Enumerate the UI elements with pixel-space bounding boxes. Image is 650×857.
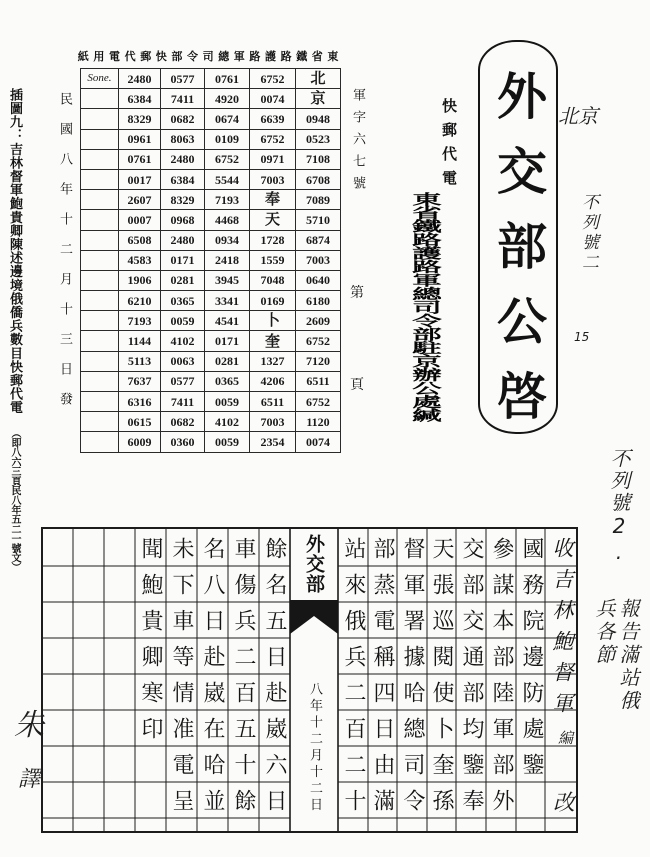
code-cell: 3341 [205,291,250,311]
code-cell: 京 [296,89,341,109]
code-cell: 4583 [119,250,161,270]
code-cell: 2418 [205,250,250,270]
draft-annotation: 編 [558,729,574,747]
code-cell: 7108 [296,149,341,169]
sent-date: 民國八年十二月十三日發 [57,92,72,422]
code-cell: 7411 [161,89,205,109]
code-cell: 6508 [119,230,161,250]
code-cell: 6511 [250,392,296,412]
telegram-form-header: 東省鐵路護路軍總司令部快郵代電用紙 [77,50,343,63]
code-cell: 6752 [205,149,250,169]
code-cell: 5113 [119,351,161,371]
code-cell: 0674 [205,109,250,129]
code-cell: 0640 [296,270,341,290]
code-cell: 0063 [161,351,205,371]
draft-column: 站來俄兵二百二十 [341,537,366,825]
code-cell: 0577 [161,69,205,89]
handwritten-number: 15 [574,330,590,344]
code-cell: 1906 [119,270,161,290]
code-cell: 0365 [161,291,205,311]
code-cell: 5710 [296,210,341,230]
handwritten-city: 北京 [558,104,598,128]
code-cell: 6180 [296,291,341,311]
code-cell: 6384 [161,169,205,189]
code-cell: 0615 [119,412,161,432]
code-cell: 0761 [205,69,250,89]
serial-number: 軍字六七號 [350,88,365,198]
code-cell: 6384 [119,89,161,109]
code-cell: 6511 [296,371,341,391]
draft-column: 未下車等情准電呈 [169,537,194,825]
code-cell: 0523 [296,129,341,149]
code-cell: 6639 [250,109,296,129]
code-cell: 卜 [250,311,296,331]
code-cell: 0682 [161,109,205,129]
code-cell: 0968 [161,210,205,230]
service-type: 快郵代電 [440,98,458,194]
code-cell: 7003 [250,169,296,189]
code-cell: 天 [250,210,296,230]
code-cell: 8329 [161,190,205,210]
page-suffix: 頁 [350,377,364,393]
file-mark: 不列號2. [607,448,631,566]
sender-stamp: 東省鐵路護路軍總司令部駐京辦公處緘 [408,192,442,422]
code-cell: 0059 [161,311,205,331]
code-cell: 0948 [296,109,341,129]
draft-column: 國務院邊防處鑒 [519,537,544,789]
draft-column: 聞鮑貴卿寒印 [138,537,163,753]
draft-annotation: 改 [553,791,576,816]
code-cell: 8063 [161,129,205,149]
code-cell: 0577 [161,371,205,391]
code-cell: 0007 [119,210,161,230]
draft-column: 參謀本部陸軍部外 [489,537,514,825]
figure-caption: 插圖九：吉林督軍鮑貴卿陳述邊境俄僑兵數目快郵代電 [7,88,22,415]
code-cell: 4920 [205,89,250,109]
code-cell: 4541 [205,311,250,331]
draft-column: 部蒸電稱四日由滿 [370,537,395,825]
code-cell: 1120 [296,412,341,432]
code-cell: 7637 [119,371,161,391]
code-cell: 0017 [119,169,161,189]
code-cell: 奎 [250,331,296,351]
code-cell: 2480 [161,149,205,169]
code-cell: 0365 [205,371,250,391]
code-cell: 0281 [205,351,250,371]
code-cell: 4102 [161,331,205,351]
code-cell: 2609 [296,311,341,331]
signature-mark: 譯 [18,767,41,792]
code-cell: 2607 [119,190,161,210]
code-cell: 7193 [119,311,161,331]
handwritten-file-mark: 不列號二 [578,193,598,273]
code-cell: 2354 [250,432,296,452]
code-cell: 6708 [296,169,341,189]
code-cell: 6752 [250,129,296,149]
code-cell: 0961 [119,129,161,149]
code-cell: 0971 [250,149,296,169]
code-cell: 4468 [205,210,250,230]
code-cell: 1327 [250,351,296,371]
code-cell: 0059 [205,432,250,452]
draft-column: 餘名五日赴崴六日 [262,537,287,825]
draft-column: 督軍署據哈總司令 [400,537,425,825]
code-cell: 6210 [119,291,161,311]
draft-office-label: 外交部 [303,534,325,594]
code-cell: 7193 [205,190,250,210]
code-cell: 6752 [296,331,341,351]
draft-column: 車傷兵二百五十餘 [231,537,256,825]
page-prefix: 第 [350,285,364,301]
code-cell: 6316 [119,392,161,412]
code-cell: 7003 [296,250,341,270]
draft-column: 收吉林鮑督軍 [550,537,574,723]
code-cell: 6874 [296,230,341,250]
code-cell: 1559 [250,250,296,270]
code-cell: 0169 [250,291,296,311]
draft-date: 八年十二月十二日 [307,682,322,814]
code-cell: 0074 [250,89,296,109]
code-cell: 0171 [205,331,250,351]
code-cell: 2480 [161,230,205,250]
code-cell: 1728 [250,230,296,250]
signature-surname: 朱 [14,708,44,743]
code-cell: 0074 [296,432,341,452]
code-cell: 3945 [205,270,250,290]
draft-column: 天張巡閱使卜奎孫 [429,537,454,825]
draft-column: 交部交通部均鑒奉 [459,537,484,825]
code-cell: Sone. [81,69,119,89]
envelope-addressee: 外交部公啓 [489,70,548,445]
source-note: （即八六三頁民八年五二一號文） [9,428,20,573]
code-cell: 0934 [205,230,250,250]
code-cell: 0761 [119,149,161,169]
code-cell: 7089 [296,190,341,210]
code-cell: 0171 [161,250,205,270]
fishtail-mark [290,600,338,634]
code-cell: 0059 [205,392,250,412]
code-cell: 7411 [161,392,205,412]
code-cell: 奉 [250,190,296,210]
code-cell: 6009 [119,432,161,452]
draft-margin-note: 報告滿站俄兵各節 [592,598,640,713]
code-cell: 7120 [296,351,341,371]
code-cell: 2480 [119,69,161,89]
code-cell: 8329 [119,109,161,129]
code-cell: 0360 [161,432,205,452]
code-cell: 7048 [250,270,296,290]
code-cell: 北 [296,69,341,89]
code-cell: 1144 [119,331,161,351]
code-cell: 5544 [205,169,250,189]
code-cell: 0682 [161,412,205,432]
code-cell: 4206 [250,371,296,391]
code-cell: 7003 [250,412,296,432]
code-cell: 0109 [205,129,250,149]
draft-column: 名八日赴崴在哈並 [200,537,225,825]
code-cell: 0281 [161,270,205,290]
code-cell: 6752 [250,69,296,89]
code-cell: 6752 [296,392,341,412]
code-cell: 4102 [205,412,250,432]
